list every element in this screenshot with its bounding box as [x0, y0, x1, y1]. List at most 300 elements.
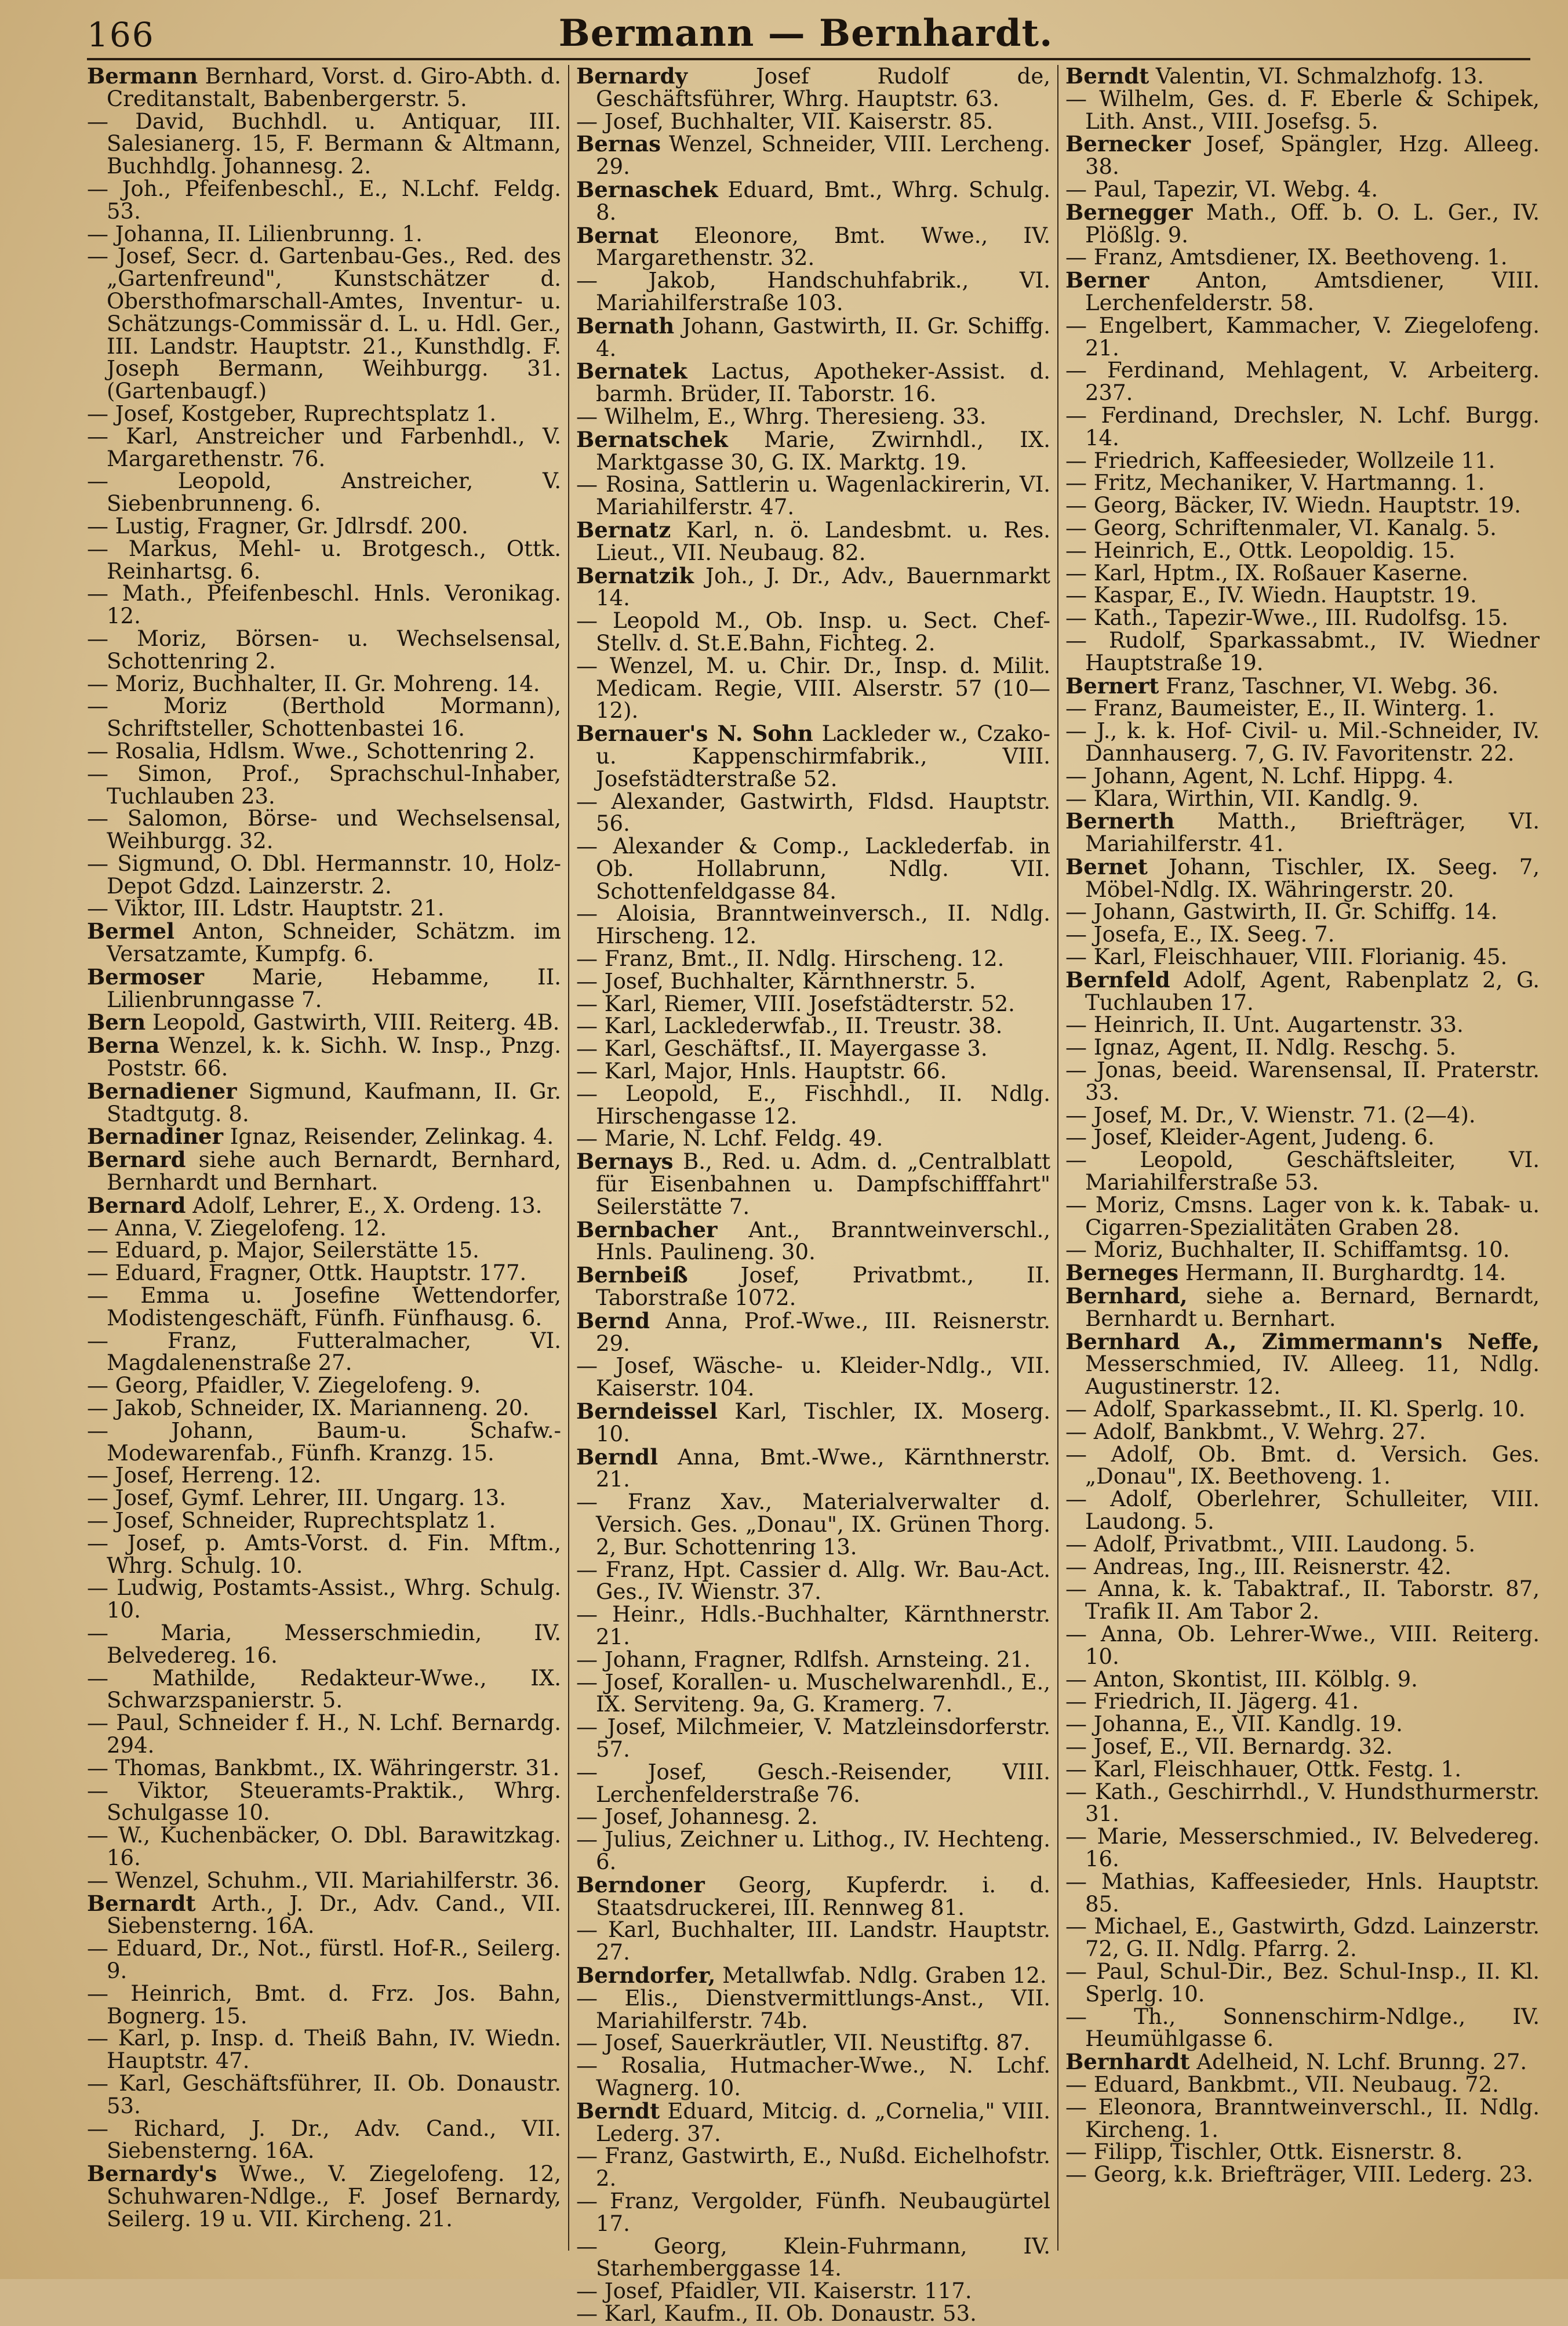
entry-text: — W., Kuchenbäcker, O. Dbl. Barawitzkag. 16. — [87, 1823, 561, 1870]
entry-text: — Heinr., Hdls.-Buchhalter, Kärnthnerstr. 21. — [576, 1602, 1050, 1649]
entry-text: — Paul, Schul-Dir., Bez. Schul-Insp., II. Kl. Sperlg. 10. — [1065, 1958, 1540, 2007]
directory-entry — [87, 1011, 561, 1034]
entry-text: — Franz, Gastwirth, E., Nußd. Eichelhofstr. 2. — [576, 2143, 1050, 2191]
directory-entry — [87, 1825, 561, 1870]
entry-surname: Berndl — [576, 1444, 659, 1470]
entry-text: — Karl, Geschäftsführer, II. Ob. Donaustr. 53. — [87, 2070, 561, 2118]
directory-entry — [1065, 1194, 1540, 1240]
directory-entry — [1065, 2096, 1540, 2142]
directory-entry — [1065, 765, 1540, 788]
directory-entry — [87, 1080, 561, 1126]
directory-entry — [1065, 1104, 1540, 1127]
entry-text: — Franz, Vergolder, Fünfh. Neubaugürtel 17. — [576, 2188, 1050, 2236]
directory-entry — [576, 1761, 1050, 1807]
page-header — [87, 12, 1525, 58]
directory-entry — [1065, 495, 1540, 517]
entry-text: — Ferdinand, Mehlagent, V. Arbeiterg. 237. — [1065, 358, 1540, 406]
entry-text: — Fritz, Mechaniker, V. Hartmanng. 1. — [1065, 470, 1485, 496]
entry-text: — Georg, Klein-Fuhrmann, IV. Starhemberggasse 14. — [576, 2233, 1050, 2281]
entry-text: — Richard, J. Dr., Adv. Cand., VII. Siebensterng. 16A. — [87, 2116, 561, 2164]
entry-text: — Eduard, p. Major, Seilerstätte 15. — [87, 1238, 479, 1263]
entry-text: — Johann, Baum-u. Schafw.-Modewarenfab., Fünfh. Kranzg. 15. — [87, 1418, 561, 1466]
entry-text: — J., k. k. Hof- Civil- u. Mil.-Schneider, IV. Dannhauserg. 7, G. IV. Favoritenstr. 22. — [1065, 718, 1540, 766]
entry-text: — Kath., Tapezir-Wwe., III. Rudolfsg. 15. — [1065, 605, 1508, 631]
entry-text: — Rosalia, Hutmacher-Wwe., N. Lchf. Wagnerg. 10. — [576, 2053, 1050, 2100]
column-1 — [87, 65, 561, 2251]
entry-text: — Karl, Anstreicher und Farbenhdl., V. Margarethenstr. 76. — [87, 423, 561, 471]
entry-text: — Jonas, beeid. Warensensal, II. Praterstr. 33. — [1065, 1057, 1540, 1105]
entry-text: Adelheid, N. Lchf. Brunng. 27. — [1189, 2049, 1527, 2075]
entry-text: Ignaz, Reisender, Zelinkag. 4. — [223, 1124, 554, 1150]
entry-text: — Rosalia, Hdlsm. Wwe., Schottenring 2. — [87, 738, 536, 764]
entry-text: Messerschmied, IV. Alleeg. 11, Ndlg. Augustinerstr. 12. — [1085, 1351, 1540, 1400]
entry-text: Ant., Branntweinverschl., Hnls. Paulineng. 30. — [596, 1217, 1050, 1265]
entry-surname: Bernet — [1065, 853, 1148, 879]
directory-entry — [87, 1397, 561, 1420]
page-number: 166 — [87, 15, 155, 54]
entry-text: — Heinrich, II. Unt. Augartenstr. 33. — [1065, 1012, 1464, 1038]
directory-entry — [87, 853, 561, 898]
entry-surname: Bernatek — [576, 358, 687, 384]
entry-text: — Wenzel, Schuhm., VII. Mariahilferstr. 36. — [87, 1867, 560, 1893]
entry-surname: Bernert — [1065, 673, 1159, 699]
entry-text: — Paul, Tapezir, VI. Webg. 4. — [1065, 176, 1378, 202]
directory-entry — [87, 1980, 561, 2029]
entry-text: — Josef, Milchmeier, V. Matzleinsdorferstr. 57. — [576, 1714, 1050, 1762]
entry-surname: Bernbeiß — [576, 1262, 688, 1288]
directory-entry — [1065, 1398, 1540, 1421]
entry-text: Karl, n. ö. Landesbmt. u. Res. Lieut., VII. Neubaug. 82. — [596, 517, 1050, 565]
directory-entry — [576, 2100, 1050, 2146]
entry-surname: Bernbacher — [576, 1216, 718, 1242]
entry-text: — Th., Sonnenschirm-Ndlge., IV. Heumühlgasse 6. — [1065, 2004, 1540, 2052]
entry-text: Joh., J. Dr., Adv., Bauernmarkt 14. — [596, 563, 1050, 611]
entry-text: — Georg, Pfaidler, V. Ziegelofeng. 9. — [87, 1373, 481, 1398]
directory-entry — [576, 1871, 1050, 1920]
directory-entry — [1065, 450, 1540, 473]
entry-text: — Wilhelm, E., Whrg. Theresieng. 33. — [576, 404, 987, 429]
entry-text: — Johanna, II. Lilienbrunng. 1. — [87, 221, 423, 246]
entry-text: — Anton, Skontist, III. Kölblg. 9. — [1065, 1666, 1418, 1692]
directory-entry — [87, 223, 561, 246]
entry-text: Marie, Zwirnhdl., IX. Marktgasse 30, G. IX. Marktg. 19. — [596, 427, 1050, 475]
directory-entry — [1065, 853, 1540, 902]
entry-text: siehe auch Bernardt, Bernhard, Bernhardt und Bernhart. — [107, 1147, 561, 1195]
entry-text: — Maria, Messerschmiedin, IV. Belvedereg. 16. — [87, 1620, 561, 1668]
directory-entry — [1065, 269, 1540, 315]
entry-text: — Johann, Agent, N. Lchf. Hippg. 4. — [1065, 763, 1454, 788]
entry-text: Math., Off. b. O. L. Ger., IV. Plößlg. 9. — [1085, 199, 1540, 248]
entry-text: — Josef, Schneider, Ruprechtsplatz 1. — [87, 1508, 496, 1533]
entry-surname: Bernadiner — [87, 1124, 224, 1150]
entry-text: — Elis., Dienstvermittlungs-Anst., VII. Mariahilferstr. 74b. — [576, 1985, 1050, 2033]
entry-text: — Leopold M., Ob. Insp. u. Sect. Chef-Stellv. d. St.E.Bahn, Fichteg. 2. — [576, 608, 1050, 656]
entry-text: — Georg, Bäcker, IV. Wiedn. Hauptstr. 19. — [1065, 493, 1521, 518]
column-divider — [1057, 65, 1058, 2251]
directory-entry — [576, 1806, 1050, 1829]
directory-entry — [87, 1149, 561, 1194]
entry-text: Hermann, II. Burghardtg. 14. — [1178, 1260, 1507, 1286]
entry-text: — Josef, Buchhalter, VII. Kaiserstr. 85. — [576, 108, 994, 134]
entry-text: Valentin, VI. Schmalzhofg. 13. — [1149, 64, 1485, 89]
entry-text: Wwe., V. Ziegelofeng. 12, Schuhwaren-Ndlge., F. Josef Bernardy, Seilerg. 19 u. VII. Kircheng. 21. — [107, 2161, 561, 2231]
entry-text: Karl, Tischler, IX. Moserg. 10. — [596, 1399, 1050, 1447]
directory-entry — [576, 1216, 1050, 1265]
entry-text: — Karl, Lacklederwfab., II. Treustr. 38. — [576, 1013, 1003, 1039]
directory-entry — [1065, 1871, 1540, 1916]
directory-entry — [1065, 1285, 1540, 1331]
entry-surname: Bernardt — [87, 1890, 196, 1916]
entry-text: — Viktor, III. Ldstr. Hauptstr. 21. — [87, 896, 445, 921]
directory-entry — [1065, 1691, 1540, 1713]
directory-entry — [576, 1150, 1050, 1218]
directory-entry — [87, 108, 561, 179]
entry-text: — Lustig, Fragner, Gr. Jdlrsdf. 200. — [87, 513, 468, 539]
entry-text: — Aloisia, Branntweinversch., II. Ndlg. Hirscheng. 12. — [576, 901, 1050, 949]
directory-entry — [576, 903, 1050, 948]
entry-text: — Josef, E., VII. Bernardg. 32. — [1065, 1733, 1393, 1759]
entry-text: Sigmund, Kaufmann, II. Gr. Stadtgutg. 8. — [107, 1078, 561, 1126]
entry-text: — Paul, Schneider f. H., N. Lchf. Bernardg. 294. — [87, 1710, 561, 1758]
entry-text: — Ferdinand, Drechsler, N. Lchf. Burgg. 14. — [1065, 402, 1540, 450]
directory-entry — [576, 1649, 1050, 1671]
directory-entry — [87, 2027, 561, 2073]
entry-text: Marie, Hebamme, II. Lilienbrunngasse 7. — [107, 964, 561, 1012]
entry-text: — Kath., Geschirrhdl., V. Hundsthurmerstr. 31. — [1065, 1779, 1540, 1827]
directory-entry — [87, 673, 561, 696]
entry-text: — Eduard, Fragner, Ottk. Hauptstr. 177. — [87, 1260, 527, 1286]
entry-text: — Kaspar, E., IV. Wiedn. Hauptstr. 19. — [1065, 583, 1477, 608]
entry-text: — Johann, Gastwirth, II. Gr. Schiffg. 14. — [1065, 899, 1498, 925]
directory-entry — [87, 1892, 561, 1938]
directory-entry — [576, 270, 1050, 315]
entry-text: — Emma u. Josefine Wettendorfer, Modistengeschäft, Fünfh. Fünfhausg. 6. — [87, 1283, 561, 1331]
directory-entry — [1065, 810, 1540, 856]
entry-text: Wenzel, k. k. Sichh. W. Insp., Pnzg. Poststr. 66. — [107, 1033, 561, 1081]
entry-text: Eduard, Bmt., Whrg. Schulg. 8. — [596, 177, 1050, 225]
directory-entry — [87, 583, 561, 628]
column-divider — [568, 65, 569, 2251]
entry-text: — Eleonora, Branntweinverschl., II. Ndlg. Kircheng. 1. — [1065, 2094, 1540, 2142]
directory-entry — [1065, 1239, 1540, 1262]
entry-text: — Klara, Wirthin, VII. Kandlg. 9. — [1065, 786, 1419, 811]
directory-entry — [1065, 1533, 1540, 1556]
entry-text: — Franz Xav., Materialverwalter d. Versich. Ges. „Donau", IX. Grünen Thorg. 2, Bur. Schottenring 13. — [576, 1489, 1050, 1560]
entry-text: — Ignaz, Agent, II. Ndlg. Reschg. 5. — [1065, 1035, 1457, 1060]
entry-surname: Berndeissel — [576, 1398, 718, 1424]
entry-text: Bernhard, Vorst. d. Giro-Abth. d. Creditanstalt, Babenbergerstr. 5. — [107, 64, 561, 111]
entry-text: Johann, Tischler, IX. Seeg. 7, Möbel-Ndlg. IX. Währingerstr. 20. — [1085, 854, 1540, 902]
entry-text: Anton, Schneider, Schätzm. im Versatzamte, Kumpfg. 6. — [107, 919, 561, 967]
entry-surname: Berndt — [576, 2098, 660, 2124]
entry-surname: Bernfeld — [1065, 966, 1170, 993]
entry-text: — Alexander & Comp., Lacklederfab. in Ob. Hollabrunn, Ndlg. VII. Schottenfeldgasse 84. — [576, 834, 1050, 904]
directory-entry — [576, 2190, 1050, 2236]
directory-entry — [87, 1577, 561, 1622]
directory-entry — [576, 835, 1050, 903]
directory-entry — [576, 108, 1050, 134]
entry-text: — Marie, N. Lchf. Feldg. 49. — [576, 1126, 883, 1151]
entry-text: — Karl, Fleischhauer, Ottk. Festg. 1. — [1065, 1756, 1461, 1782]
directory-entry — [576, 1987, 1050, 2033]
directory-entry — [87, 2163, 561, 2230]
directory-entry — [87, 695, 561, 740]
directory-entry — [576, 176, 1050, 225]
directory-entry — [1065, 312, 1540, 361]
directory-entry — [576, 1355, 1050, 1400]
entry-text: — Moriz, Cmsns. Lager von k. k. Tabak- u. Cigarren-Spezialitäten Graben 28. — [1065, 1192, 1540, 1240]
directory-entry — [87, 245, 561, 403]
entry-text: Eduard, Mitcig. d. „Cornelia," VIII. Lederg. 37. — [596, 2098, 1050, 2146]
entry-surname: Bermann — [87, 63, 198, 89]
entry-text: — Friedrich, Kaffeesieder, Wollzeile 11. — [1065, 448, 1496, 473]
directory-entry — [1065, 1623, 1540, 1669]
directory-entry — [576, 2032, 1050, 2055]
entry-text: siehe a. Bernard, Bernardt, Bernhardt u. Bernhart. — [1085, 1284, 1540, 1331]
directory-entry — [576, 2055, 1050, 2100]
directory-entry — [1065, 788, 1540, 811]
directory-entry — [87, 808, 561, 853]
directory-entry — [576, 722, 1050, 790]
directory-entry — [1065, 901, 1540, 924]
directory-entry — [1065, 1421, 1540, 1444]
directory-entry — [1065, 359, 1540, 405]
directory-entry — [1065, 1149, 1540, 1194]
entry-text: — Mathilde, Redakteur-Wwe., IX. Schwarzspanierstr. 5. — [87, 1665, 561, 1713]
directory-entry — [1065, 2006, 1540, 2051]
entry-text: — Josef, Johannesg. 2. — [576, 1804, 818, 1830]
entry-surname: Berneges — [1065, 1260, 1178, 1286]
entry-text: — Wenzel, M. u. Chir. Dr., Insp. d. Milit. Medicam. Regie, VIII. Alserstr. 57 (10—12). — [576, 653, 1050, 724]
directory-entry — [576, 1307, 1050, 1356]
directory-entry — [87, 763, 561, 808]
directory-entry — [1065, 627, 1540, 675]
directory-entry — [87, 423, 561, 471]
directory-entry — [87, 740, 561, 763]
directory-entry — [576, 1829, 1050, 1874]
directory-entry — [87, 1667, 561, 1713]
page-title: Bermann — Bernhardt. — [558, 12, 1053, 55]
directory-entry — [1065, 517, 1540, 540]
entry-text: — Marie, Messerschmied., IV. Belvedereg. 16. — [1065, 1824, 1540, 1871]
entry-text: Anna, Bmt.-Wwe., Kärnthnerstr. 21. — [596, 1444, 1050, 1492]
directory-entry — [576, 1083, 1050, 1128]
entry-surname: Bernerth — [1065, 808, 1175, 834]
entry-text: Anton, Amtsdiener, VIII. Lerchenfelderstr. 58. — [1085, 268, 1540, 315]
directory-entry — [576, 65, 1050, 111]
entry-surname: Bernatschek — [576, 426, 728, 452]
entry-surname: Bernhard, — [1065, 1283, 1188, 1309]
directory-entry — [1065, 1713, 1540, 1736]
entry-text: — Michael, E., Gastwirth, Gdzd. Lainzerstr. 72, G. II. Ndlg. Pfarrg. 2. — [1065, 1914, 1540, 1962]
directory-entry — [87, 628, 561, 673]
entry-text: — Franz, Amtsdiener, IX. Beethoveng. 1. — [1065, 245, 1508, 270]
directory-entry — [576, 1604, 1050, 1649]
entry-text: — Josef, Kostgeber, Ruprechtsplatz 1. — [87, 401, 497, 426]
entry-text: — Heinrich, Bmt. d. Frz. Jos. Bahn, Bognerg. 15. — [87, 1980, 561, 2029]
directory-entry — [87, 1464, 561, 1487]
entry-surname: Bernadiener — [87, 1078, 237, 1104]
directory-entry — [1065, 1262, 1540, 1285]
directory-entry — [576, 1400, 1050, 1446]
column-3 — [1065, 65, 1540, 2251]
entry-text: — Georg, k.k. Briefträger, VIII. Lederg. 23. — [1065, 2162, 1534, 2187]
directory-entry — [87, 1330, 561, 1375]
entry-surname: Bernath — [576, 312, 675, 339]
directory-entry — [1065, 1733, 1540, 1759]
directory-entry — [1065, 1958, 1540, 2007]
entry-text: — Josef, Sauerkräutler, VII. Neustiftg. 87. — [576, 2030, 1031, 2056]
directory-entry — [1065, 1758, 1540, 1781]
entry-text: Josef, Privatbmt., II. Taborstraße 1072. — [596, 1263, 1050, 1311]
entry-text: — Moriz, Buchhalter, II. Schiffamtsg. 10. — [1065, 1237, 1510, 1263]
entry-text: — Viktor, Steueramts-Praktik., Whrg. Schulgasse 10. — [87, 1778, 561, 1826]
directory-entry — [1065, 1059, 1540, 1104]
entry-surname: Bermoser — [87, 964, 205, 990]
directory-entry — [576, 1446, 1050, 1492]
directory-entry — [87, 1510, 561, 1532]
directory-entry — [576, 133, 1050, 179]
entry-text: Lackleder w., Czako- u. Kappenschirmfabrik., VIII. Josefstädterstraße 52. — [596, 721, 1050, 791]
directory-entry — [87, 178, 561, 223]
entry-text: — Alexander, Gastwirth, Fldsd. Hauptstr. 56. — [576, 788, 1050, 837]
entry-text: — Josef, M. Dr., V. Wienstr. 71. (2—4). — [1065, 1102, 1476, 1128]
directory-entry — [576, 1716, 1050, 1761]
entry-surname: Bernard — [87, 1192, 186, 1218]
entry-text: Josef Rudolf de, Geschäftsführer, Whrg. Hauptstr. 63. — [596, 64, 1050, 111]
entry-text: — Karl, Riemer, VIII. Josefstädterstr. 52. — [576, 991, 1015, 1016]
entry-text: — Adolf, Sparkassebmt., II. Kl. Sperlg. 10. — [1065, 1397, 1526, 1422]
entry-surname: Bernatz — [576, 517, 671, 543]
directory-entry — [1065, 1328, 1540, 1400]
entry-text: — Julius, Zeichner u. Lithog., IV. Hechteng. 6. — [576, 1827, 1050, 1874]
directory-entry — [1065, 472, 1540, 495]
entry-surname: Berndt — [1065, 63, 1149, 89]
entry-surname: Bernatzik — [576, 562, 694, 588]
directory-entry — [576, 655, 1050, 722]
entry-text: — Karl, Kaufm., II. Ob. Donaustr. 53. — [576, 2300, 977, 2326]
entry-text: — Josef, Gesch.-Reisender, VIII. Lerchenfelderstraße 76. — [576, 1759, 1050, 1807]
entry-text: Metallwfab. Ndlg. Graben 12. — [715, 1962, 1047, 1988]
directory-entry — [87, 966, 561, 1012]
entry-text: — Leopold, Geschäftsleiter, VI. Mariahilferstraße 53. — [1065, 1147, 1540, 1195]
directory-entry — [576, 2280, 1050, 2303]
entry-text: — Adolf, Ob. Bmt. d. Versich. Ges. „Donau", IX. Beethoveng. 1. — [1065, 1441, 1540, 1489]
directory-entry — [87, 1622, 561, 1667]
directory-entry — [576, 1919, 1050, 1964]
entry-surname: Bernauer's N. Sohn — [576, 721, 813, 747]
directory-entry — [87, 1240, 561, 1262]
entry-text: Wenzel, Schneider, VIII. Lercheng. 29. — [596, 132, 1050, 180]
entry-surname: Bernhard A., Zimmermann's Neffe, — [1065, 1328, 1540, 1354]
directory-entry — [576, 2300, 1050, 2326]
entry-text: — Josef, Pfaidler, VII. Kaiserstr. 117. — [576, 2278, 972, 2304]
directory-entry — [576, 1964, 1050, 1987]
entry-text: — Rudolf, Sparkassabmt., IV. Wiedner Hauptstraße 19. — [1065, 627, 1540, 675]
directory-entry — [1065, 675, 1540, 698]
directory-entry — [1065, 2071, 1540, 2097]
entry-text: — Franz, Baumeister, E., II. Winterg. 1. — [1065, 696, 1495, 721]
entry-text: — Josefa, E., IX. Seeg. 7. — [1065, 922, 1335, 947]
entry-text: Anna, Prof.-Wwe., III. Reisnerstr. 29. — [596, 1308, 1050, 1356]
directory-entry — [87, 1125, 561, 1149]
entry-text: Adolf, Agent, Rabenplatz 2, G. Tuchlauben 17. — [1085, 967, 1540, 1015]
entry-text: — Moriz (Berthold Mormann), Schriftsteller, Schottenbastei 16. — [87, 693, 561, 742]
entry-surname: Bermel — [87, 918, 175, 944]
directory-entry — [1065, 2141, 1540, 2164]
directory-entry — [87, 1712, 561, 1757]
directory-entry — [576, 1559, 1050, 1604]
entry-text: — Franz, Hpt. Cassier d. Allg. Wr. Bau-Act. Ges., IV. Wienstr. 37. — [576, 1557, 1050, 1605]
directory-entry — [576, 788, 1050, 837]
directory-entry — [576, 968, 1050, 994]
directory-entry — [87, 1780, 561, 1825]
directory-entry — [1065, 1014, 1540, 1037]
entry-surname: Bern — [87, 1009, 146, 1035]
entry-text: — Jakob, Handschuhfabrik., VI. Mariahilferstraße 103. — [576, 268, 1050, 315]
entry-surname: Bernhardt — [1065, 2049, 1190, 2075]
entry-text: — Adolf, Oberlehrer, Schulleiter, VIII. Laudong. 5. — [1065, 1487, 1540, 1534]
entry-text: — Wilhelm, Ges. d. F. Eberle & Schipek, Lith. Anst., VIII. Josefsg. 5. — [1065, 86, 1540, 134]
entry-surname: Berndorfer, — [576, 1962, 716, 1988]
entry-text: — Joh., Pfeifenbeschl., E., N.Lchf. Feldg. 53. — [87, 176, 561, 224]
entry-text: Leopold, Gastwirth, VIII. Reiterg. 4B. — [145, 1010, 560, 1035]
entry-text: — Franz, Futteralmacher, VI. Magdalenenstraße 27. — [87, 1328, 561, 1376]
entry-surname: Bernays — [576, 1149, 674, 1175]
directory-entry — [1065, 1441, 1540, 1489]
directory-entry — [87, 65, 561, 111]
entry-text: — Mathias, Kaffeesieder, Hnls. Hauptstr. 85. — [1065, 1869, 1540, 1917]
entry-text: — Anna, Ob. Lehrer-Wwe., VIII. Reiterg. 10. — [1065, 1621, 1540, 1669]
directory-entry — [87, 515, 561, 538]
directory-entry — [576, 312, 1050, 361]
directory-entry — [576, 1128, 1050, 1150]
entry-text: — Georg, Schriftenmaler, VI. Kanalg. 5. — [1065, 515, 1497, 540]
directory-entry — [87, 920, 561, 966]
directory-entry — [576, 1015, 1050, 1038]
directory-entry — [576, 1491, 1050, 1558]
entry-text: — Karl, Fleischhauer, VIII. Florianig. 45. — [1065, 944, 1508, 970]
entry-text: — Karl, Hptm., IX. Roßauer Kaserne. — [1065, 560, 1469, 586]
entry-text: — Josef, p. Amts-Vorst. d. Fin. Mftm., Whrg. Schulg. 10. — [87, 1530, 561, 1578]
entry-text: — Josef, Buchhalter, Kärnthnerstr. 5. — [576, 968, 976, 994]
entry-text: — Thomas, Bankbmt., IX. Währingerstr. 31. — [87, 1755, 560, 1780]
entry-text: — Heinrich, E., Ottk. Leopoldig. 15. — [1065, 537, 1456, 563]
entry-text: Josef, Spängler, Hzg. Alleeg. 38. — [1085, 132, 1540, 180]
directory-entry — [87, 538, 561, 583]
entry-text: — Simon, Prof., Sprachschul-Inhaber, Tuchlauben 23. — [87, 761, 561, 809]
directory-entry — [1065, 924, 1540, 946]
entry-surname: Bernecker — [1065, 131, 1191, 157]
entry-text: — Johann, Fragner, Rdlfsh. Arnsteing. 21. — [576, 1647, 1031, 1672]
directory-entry — [1065, 1826, 1540, 1871]
entry-text: — Karl, Geschäftsf., II. Mayergasse 3. — [576, 1036, 988, 1062]
directory-entry — [576, 360, 1050, 406]
directory-entry — [87, 1194, 561, 1217]
directory-entry — [1065, 2164, 1540, 2186]
entry-text: — Josef, Kleider-Agent, Judeng. 6. — [1065, 1125, 1435, 1150]
directory-entry — [576, 1671, 1050, 1717]
directory-entry — [576, 1038, 1050, 1060]
directory-entry — [1065, 1666, 1540, 1692]
entry-text: — Josef, Herreng. 12. — [87, 1463, 321, 1488]
directory-entry — [1065, 562, 1540, 585]
entry-surname: Bernegger — [1065, 199, 1193, 225]
directory-entry — [87, 2118, 561, 2163]
entry-surname: Berndoner — [576, 1871, 705, 1898]
directory-entry — [576, 428, 1050, 474]
directory-entry — [1065, 246, 1540, 269]
